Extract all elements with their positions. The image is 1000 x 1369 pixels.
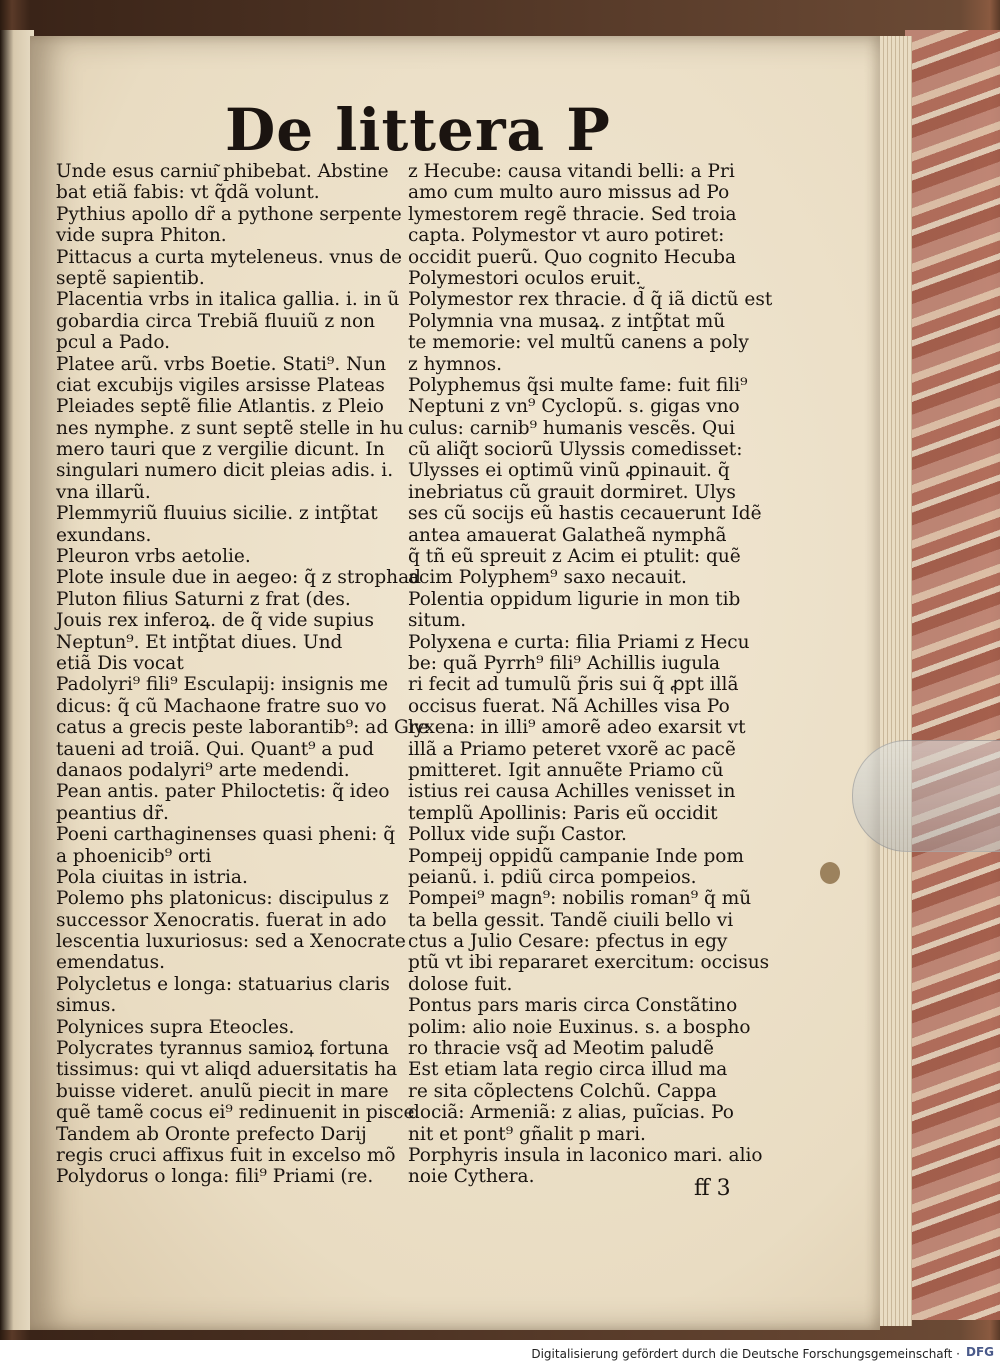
text-line: pcul a Pado. xyxy=(56,332,171,354)
text-line: amo cum multo auro missus ad Po xyxy=(408,182,730,204)
text-line: buisse videret. anulũ piecit in mare xyxy=(56,1080,389,1102)
text-line: Pola ciuitas in istria. xyxy=(56,866,248,888)
text-line: culus: carnib⁹ humanis vescẽs. Qui xyxy=(408,417,735,439)
text-line: ta bella gessit. Tandẽ ciuili bello vi xyxy=(408,909,734,931)
text-line: cũ aliq̃t sociorũ Ulyssis comedisset: xyxy=(408,439,743,461)
text-line: Polemo phs platonicus: discipulus z xyxy=(56,888,389,910)
text-line: Platee arũ. vrbs Boetie. Stati⁹. Nun xyxy=(56,353,387,375)
text-line: taueni ad troiã. Qui. Quant⁹ a pud xyxy=(56,738,374,760)
text-line: z hymnos. xyxy=(408,353,502,375)
text-line: dolose fuit. xyxy=(408,973,513,995)
text-line: catus a grecis peste laborantib⁹: ad Gre xyxy=(56,717,429,739)
text-line: Poeni carthaginenses quasi pheni: q̃ xyxy=(56,824,396,846)
text-line: regis cruci affixus fuit in excelso mõ xyxy=(56,1144,396,1166)
text-line: successor Xenocratis. fuerat in ado xyxy=(56,909,387,931)
text-line: Polycrates tyrannus samioꝝ fortuna xyxy=(56,1038,389,1060)
text-line: Pollux vide sup̃ı Castor. xyxy=(408,824,627,846)
text-line: Polentia oppidum ligurie in mon tib xyxy=(408,588,741,610)
text-line: ses cũ socijs eũ hastis cecauerunt Idẽ xyxy=(408,503,762,525)
text-line: illã a Priamo peteret vxorẽ ac pacẽ xyxy=(408,738,736,760)
text-line: be: quã Pyrrh⁹ fili⁹ Achillis iugula xyxy=(408,652,721,674)
text-line: nes nymphe. z sunt septẽ stelle in hu xyxy=(56,417,404,439)
signature-mark: ff 3 xyxy=(694,1176,731,1201)
page-heading: De littera P xyxy=(225,96,611,164)
text-line: Plemmyriũ fluuius sicilie. z intp̃tat xyxy=(56,503,378,525)
text-line: danaos podalyri⁹ arte medendi. xyxy=(56,759,350,781)
text-line: lescentia luxuriosus: sed a Xenocrate xyxy=(56,931,406,953)
facing-page-edge xyxy=(0,30,34,1330)
right-column xyxy=(408,161,798,1188)
text-line: vide supra Phiton. xyxy=(56,225,227,247)
text-line: polim: alio noie Euxinus. s. a bospho xyxy=(408,1016,751,1038)
text-line: templũ Apollinis: Paris eũ occidit xyxy=(408,802,718,824)
text-line: etiã Dis vocat xyxy=(56,652,184,674)
text-line: occidit puerũ. Quo cognito Hecuba xyxy=(408,246,737,268)
text-line: Pittacus a curta myteleneus. vnus de xyxy=(56,246,403,268)
page-clip-tab xyxy=(852,740,1000,852)
text-line: Pluton filius Saturni z frat (des. xyxy=(56,588,351,610)
text-line: nit et pont⁹ gñalit p mari. xyxy=(408,1123,646,1145)
text-line: bat etiã fabis: vt q̃dã volunt. xyxy=(56,182,320,204)
text-line: Pontus pars maris circa Constãtino xyxy=(408,995,738,1017)
text-line: re sita cõplectens Colchũ. Cappa xyxy=(408,1080,717,1102)
text-line: lyxena: in illi⁹ amorẽ adeo exarsit vt xyxy=(408,717,746,739)
text-line: acim Polyphem⁹ saxo necauit. xyxy=(408,567,687,589)
text-line: exundans. xyxy=(56,524,152,546)
text-line: occisus fuerat. Nã Achilles visa Po xyxy=(408,695,730,717)
text-line: Neptuni z vn⁹ Cyclopũ. s. gigas vno xyxy=(408,396,740,418)
text-line: Pompeij oppidũ campanie Inde pom xyxy=(408,845,744,867)
text-line: Ulysses ei optimũ vinũ ꝓpinauit. q̃ xyxy=(408,460,730,482)
marbled-edge xyxy=(905,30,1000,1320)
paper-stain xyxy=(820,862,840,884)
dfg-logo: DFG xyxy=(965,1345,994,1359)
text-line: emendatus. xyxy=(56,952,165,974)
text-line: q̃ tñ eũ spreuit z Acim ei ptulit: quẽ xyxy=(408,546,741,568)
text-line: quẽ tamẽ cocus ei⁹ redinuenit in pisce xyxy=(56,1102,415,1124)
text-line: Unde esus carniu͂ phibebat. Abstine xyxy=(56,161,389,182)
text-line: tissimus: qui vt aliqd aduersitatis ha xyxy=(56,1059,398,1081)
text-line: mero tauri que z vergilie dicunt. In xyxy=(56,439,385,461)
text-line: Placentia vrbs in italica gallia. i. in ũ xyxy=(56,289,400,311)
text-line: simus. xyxy=(56,995,117,1017)
text-line: Pythius apollo dr̃ a pythone serpente xyxy=(56,203,402,225)
text-line: Polycletus e longa: statuarius claris xyxy=(56,973,390,995)
text-line: ptũ vt ibi repararet exercitum: occisus xyxy=(408,952,770,974)
footer-credit: Digitalisierung gefördert durch die Deutsche Forschungsgemeinschaft · xyxy=(531,1347,960,1361)
text-line: Padolyri⁹ fili⁹ Esculapij: insignis me xyxy=(56,674,389,696)
text-line: ciat excubijs vigiles arsisse Plateas xyxy=(56,374,385,396)
text-line: gobardia circa Trebiã fluuiũ z non xyxy=(56,310,376,332)
text-line: situm. xyxy=(408,610,467,632)
text-line: Polynices supra Eteocles. xyxy=(56,1016,295,1038)
text-line: septẽ sapientib. xyxy=(56,267,205,289)
text-line: Jouis rex inferoꝝ. de q̃ vide supius xyxy=(56,610,374,632)
text-line: te memorie: vel multũ canens a poly xyxy=(408,332,749,354)
text-line: Pleuron vrbs aetolie. xyxy=(56,546,251,568)
text-line: antea amauerat Galatheã nymphã xyxy=(408,524,727,546)
text-line: ri fecit ad tumulũ p̃ris sui q̃ ꝓpt illã xyxy=(408,674,739,696)
left-column xyxy=(56,161,436,1188)
text-line: pmitteret. Igit annuẽte Priamo cũ xyxy=(408,759,724,781)
text-line: Pleiades septẽ filie Atlantis. z Pleio xyxy=(56,396,384,418)
text-line: ro thracie vsq̃ ad Meotim paludẽ xyxy=(408,1038,714,1060)
footer-bar xyxy=(0,1340,1000,1369)
book-page xyxy=(30,36,880,1330)
text-line: Polyphemus q̃si multe fame: fuit fili⁹ xyxy=(408,374,748,396)
text-line: Plote insule due in aegeo: q̃ z strophad xyxy=(56,567,421,589)
text-line: Porphyris insula in laconico mari. alio xyxy=(408,1144,763,1166)
text-line: capta. Polymestor vt auro potiret: xyxy=(408,225,725,247)
text-line: Polymestor rex thracie. d̃ q̃ iã dictũ est xyxy=(408,289,773,311)
text-line: Pompei⁹ magn⁹: nobilis roman⁹ q̃ mũ xyxy=(408,888,752,910)
text-line: Pean antis. pater Philoctetis: q̃ ideo xyxy=(56,781,390,803)
text-line: istius rei causa Achilles venisset in xyxy=(408,781,736,803)
text-line: noie Cythera. xyxy=(408,1166,535,1188)
text-line: ctus a Julio Cesare: pfectus in egy xyxy=(408,931,728,953)
text-line: Est etiam lata regio circa illud ma xyxy=(408,1059,728,1081)
text-line: inebriatus cũ grauit dormiret. Ulys xyxy=(408,481,736,503)
text-line: Tandem ab Oronte prefecto Darij xyxy=(56,1123,367,1145)
text-line: peantius dr̃. xyxy=(56,802,169,824)
text-line: Neptun⁹. Et intp̃tat diues. Und xyxy=(56,631,343,653)
text-line: peianũ. i. pdiũ circa pompeios. xyxy=(408,866,697,888)
text-line: dicus: q̃ cũ Machaone fratre suo vo xyxy=(56,695,387,717)
text-line: Polymnia vna musaꝝ. z intp̃tat mũ xyxy=(408,310,726,332)
text-line: vna illarũ. xyxy=(56,481,151,503)
text-line: Polyxena e curta: filia Priami z Hecu xyxy=(408,631,750,653)
text-line: dociã: Armeniã: z alias, puĩcias. Po xyxy=(408,1102,734,1124)
text-line: singulari numero dicit pleias adis. i. xyxy=(56,460,394,482)
text-line: lymestorem regẽ thracie. Sed troia xyxy=(408,203,737,225)
text-line: z Hecube: causa vitandi belli: a Pri xyxy=(408,161,735,182)
text-line: Polydorus o longa: fili⁹ Priami (re. xyxy=(56,1166,374,1188)
text-line: Polymestori oculos eruit. xyxy=(408,267,642,289)
text-line: a phoenicib⁹ orti xyxy=(56,845,212,867)
